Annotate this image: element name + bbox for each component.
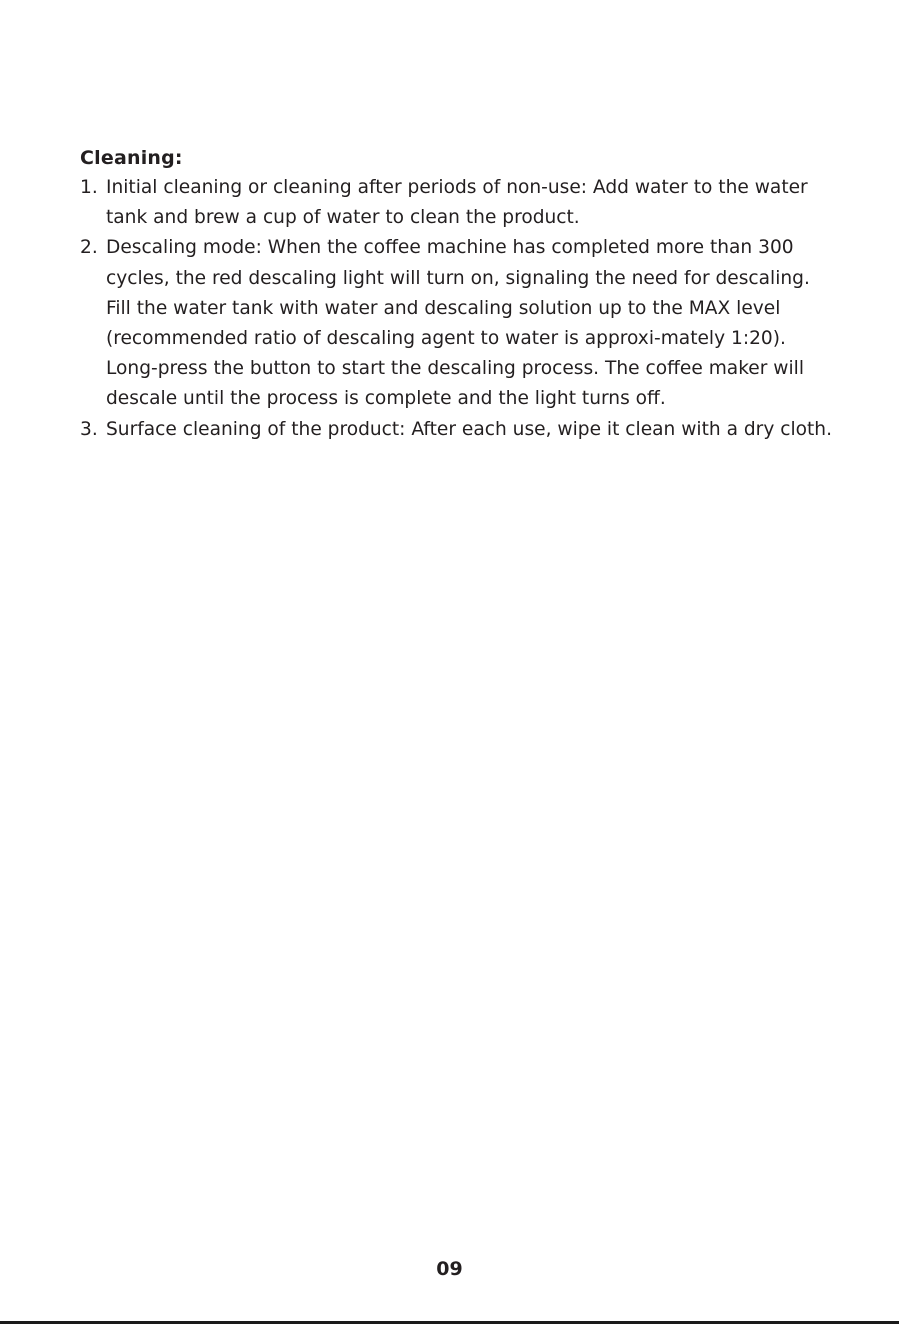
list-item-text: Descaling mode: When the coffee machine has completed more than 300 cycles, the red descaling light will turn on, signaling the need for descaling. Fill the water tank with water and descaling solution up to the MAX level (recommended ratio of descaling agent to water is approxi-mately 1:20). Long-press the button to start the descaling process. The coffee maker will descale until the process is complete and the light turns off. — [106, 237, 810, 410]
list-item-number: 2. — [80, 237, 98, 259]
section-heading: Cleaning: — [80, 147, 183, 169]
list-item-text: Surface cleaning of the product: After each use, wipe it clean with a dry cloth. — [106, 418, 832, 440]
cleaning-steps-list — [80, 173, 840, 445]
page-number: 09 — [436, 1258, 463, 1280]
list-item-number: 1. — [80, 177, 98, 198]
list-item — [80, 415, 840, 445]
list-item-number: 3. — [80, 418, 98, 440]
list-item — [80, 173, 840, 233]
cleaning-section — [80, 143, 840, 445]
list-item-text: Initial cleaning or cleaning after periods of non-use: Add water to the water tank and brew a cup of water to clean the product. — [106, 177, 808, 229]
list-item — [80, 233, 840, 414]
